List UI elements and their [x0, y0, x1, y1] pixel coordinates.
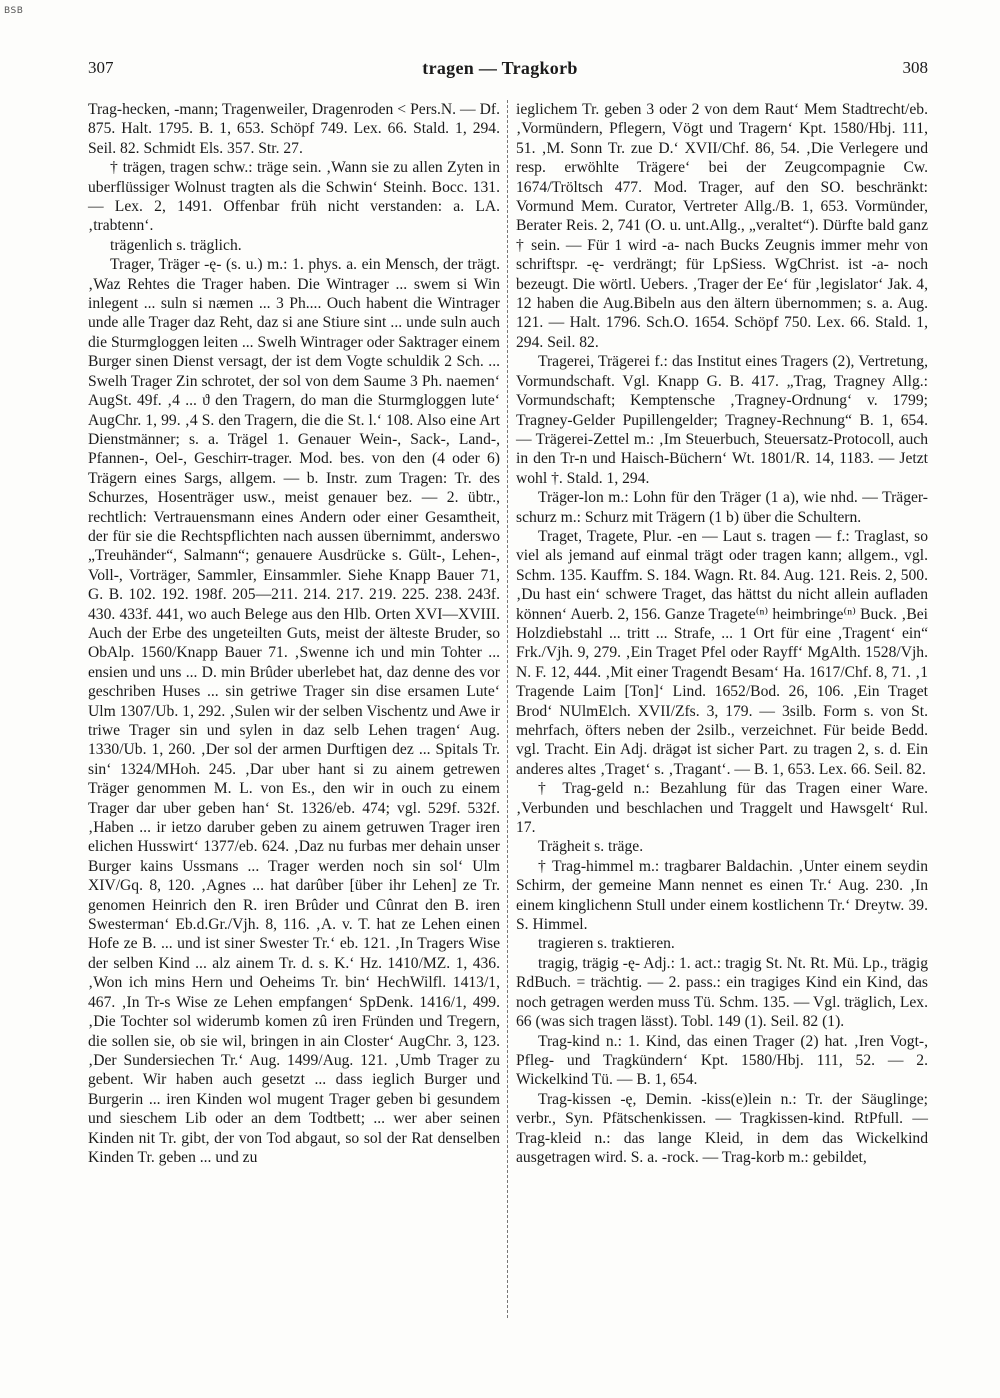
entry-tragieren: tragieren s. traktieren. [538, 935, 675, 953]
entry-traegen: † trägen, tragen schw.: träge sein. ‚Wann sie zu allen Zyten in uberflüssiger Wolnust tragten als die Schwin‘ Steinh. Bocc. 131. — Lex. 2, 1491. Offenbar früh nicht verstanden: a. LA. ‚trabtenn‘. [88, 159, 500, 235]
entry-trag-hecken: Trag-hecken, -mann; Tragenweiler, Dragenroden < Pers.N. — Df. 875. Halt. 1795. B. 1, 653. Schöpf 749. Lex. 66. Stald. 1, 294. Seil. 82. Schmidt Els. 357. Str. 27. [88, 101, 500, 157]
entry-traegheit: Trägheit s. träge. [538, 838, 644, 856]
entry-tragig: tragig, trägig -ę- Adj.: 1. act.: tragig St. Nt. Rt. Mü. Lp., trägig RdBuch. = trächtig. — 2. pass.: ein tragiges Kind ein Kind, das noch getragen werden muss Tü. Schm. 135. — Vgl. träglich, Lex. 66 (was sich tragen lässt). Tobl. 149 (1). Seil. 82 (1). [516, 954, 928, 1031]
right-column [516, 100, 928, 1167]
entry-trag-kind: Trag-kind n.: 1. Kind, das einen Trager (2) hat. ‚Iren Vogt-, Pfleg- und Tragkündern‘ Kpt. 1580/Hbj. 111, 52. — 2. Wickelkind Tü. — B. 1, 654. [516, 1032, 928, 1089]
library-stamp: BSB [4, 6, 24, 16]
entry-trag-kissen: Trag-kissen -ę, Demin. -kiss(e)lein n.: Tr. der Säuglinge; verbr., Syn. Pfätschenkissen. — Tragkissen-kind. RtPfull. — Trag-kleid n.: das lange Kleid, in dem das Wickelkind ausgetragen wird. S. a. -rock. — Trag-korb m.: gebildet, [516, 1090, 928, 1166]
entry-trag-himmel: † Trag-himmel m.: tragbarer Baldachin. ‚Unter einem seydin Schirm, der gemeine Mann nennet es einen Tr.‘ Aug. 230. ‚In einem kinglichenn Stull under einem kostlichenn Tr.‘ Dreytw. 39. S. Himmel. [516, 857, 928, 934]
left-page-number: 307 [88, 58, 114, 77]
entry-trager: Trager, Träger -ę- (s. u.) m.: 1. phys. a. ein Mensch, der trägt. ‚Waz Rehtes die Trager haben. Die Wintrager ... swem si Win inlegent ... suln si næmen ... 3 Ph.... Ouch habent die Wintrager unde alle Trager daz Reht, daz si ane Stiure sint ... unde suln auch die Sturmgloggen leiten ... Swelh Wintrager oder Saktrager einem Burger sinen Dienst versagt, der ist dem Vogte schuldik 2 Sch. ... Swelh Trager Zin schrotet, der sol von dem Saume 3 Ph. naemen‘ AugSt. 49f. ‚4 ... ϑ den Tragern, do man die Sturmgloggen lute‘ AugChr. 1, 99. ‚4 S. den Tragern, die die St. l.‘ 108. Also eine Art Dienstmänner; s. a. Trägel 1. Genauer Wein-, Sack-, Land-, Pfannen-, Oel-, Geschirr-trager. Mod. bes. von den (4 oder 6) Trägern eines Sargs, allgem. — b. Instr. zum Tragen: Tr. des Schurzes, Hosenträger usw., meist genauer bez. — 2. übtr., rechtlich: Vertrauensmann eines Andern oder einer Gesamtheit, der für sie die Rechtspflichten nach aussen übernimmt, anderswo „Treuhänder“, Salmann“; genauere Ausdrücke s. Gült-, Lehen-, Voll-, Vorträger, Sammler, Einsammler. Siehe Knapp Bauer 71, G. B. 102. 192. 198f. 205—211. 214. 217. 219. 225. 238. 243f. 430. 433f. 441, wo auch Belege aus den Hlb. Orten XVI—XVIII. Auch der Erbe des ungeteilten Guts, meist der älteste Bruder, so ObAlp. 1560/Knapp Bauer 71. ‚Swenne ich und min Tohter ... ensien und uns ... D. min Brûder uberlebet hat, daz denne des vor geschriben Huses ... sin getriwe Trager sin dise ersamen Lute‘ Ulm 1307/Ub. 1, 292. ‚Sulen wir der selben Vischentz und Awe ir triwe Trager sin und sylen in daz selb Lehen tragen‘ Aug. 1330/Ub. 1, 260. ‚Der sol der armen Durftigen dez ... Spitals Tr. sin‘ 1324/MHoh. 245. ‚Dar uber hant si zu ainem getrewen Träger genommen M. L. von Es., den wir in ouch zu einem Trager dar uber geben han‘ St. 1326/eb. 474; vgl. 529f. 532f. ‚Haben ... ir ietzo daruber geben zu ainem getruwen Trager iren elichen Husswirt‘ 1377/eb. 624. ‚Daz nu furbas mer dehain unser Burger kains Ussmans ... Trager werden noch sin sol‘ Ulm XIV/Gq. 8, 120. ‚Agnes ... hat darûber [über ihr Lehen] ze Tr. genomen Heinrich den R. iren Brûder und Cûnrat den B. iren Swesterman‘ Eb.d.Gr./Vjh. 8, 116. ‚A. v. T. hat ze Lehen einen Hofe ze B. ... und ist siner Swester Tr.‘ eb. 121. ‚In Tragers Wise der selben Kind ... alz ainem Tr. d. s. K.‘ Hz. 1410/MZ. 1, 436. ‚Won ich mins Hern und Oeheims Tr. bin‘ HechWilfl. 1413/1, 467. ‚In Tr-s Wise ze Lehen empfangen‘ SpDenk. 1416/1, 499. ‚Die Tochter sol widerumb komen zû iren Fründen und Tregern, die sollen sie, ob sie wil, bringen in ain Closter‘ AugChr. 3, 123. ‚Der Sundersiechen Tr.‘ Aug. 1499/Aug. 121. ‚Umb Trager zu gebent. Wir haben auch gesetzt ... dass ieglich Burger und Burgerin ... iren Kinden wol mugent Trager geben bi gesundem und sieschem Lib oder an dem Todtbett; ... wer aber seinen Kinden nit Tr. gibt, der von Tod abgaut, so sol der Rat denselben Kinden Tr. geben ... und zu [88, 256, 500, 1166]
entry-trag-geld: † Trag-geld n.: Bezahlung für das Tragen einer Ware. ‚Verbunden und beschlachen und Traggelt und Hawsgelt‘ Rul. 17. [516, 780, 928, 837]
column-divider [507, 100, 508, 1318]
entry-tragerei: Tragerei, Trägerei f.: das Institut eines Tragers (2), Vertretung, Vormundschaft. Vgl. Knapp G. B. 417. „Trag, Tragney Allg.: Vormundschaft; Kemptensche ‚Tragney-Ordnung‘ v. 1799; Tragney-Gelder Pupillengelder; Tragney-Rechnung“ B. 1, 654. — Trägerei-Zettel m.: ‚Im Steuerbuch, Steuersatz-Protocoll, auch in den Tr-n und Haisch-Büchern‘ Wt. 1801/R. 14, 1183. — Jetzt wohl †. Stald. 1, 294. [516, 353, 928, 487]
entry-trager-continued: ieglichem Tr. geben 3 oder 2 von dem Raut‘ Mem Stadtrecht/eb. ‚Vormündern, Pflegern, Vögt und Tragern‘ Kpt. 1580/Hbj. 111, 51. ‚M. Sonn Tr. zue D.‘ XVII/Chf. 86, 54. ‚Die Verlegere und resp. erwöhlte Trägere‘ bei der Zeugcompagnie Cw. 1674/Tröltsch 477. Mod. Trager, auf den SO. beschränkt: Vormund Mem. Curator, Vertreter Allg./B. 1, 653. Vormünder, Berater Reis. 2, 741 (O. u. unt.Allg., „veraltet“). Dürfte bald ganz † sein. — Für 1 wird -a- nach Bucks Zeugnis immer mehr von schriftspr. -ę- verdrängt; für LpSiess. WgChrist. ist -a- noch bezeugt. Die wörtl. Uebers. ‚Trager der Ee‘ für ‚legislator‘ Jak. 4, 12 haben die Aug.Bibeln aus den ältern übernommen; s. a. Aug. 121. — Halt. 1796. Sch.O. 1654. Schöpf 750. Lex. 66. Stald. 1, 294. Seil. 82. [516, 101, 928, 351]
running-title: tragen — Tragkorb [422, 58, 578, 78]
right-page-number: 308 [902, 58, 928, 77]
entry-traegenlich: trägenlich s. träglich. [110, 236, 242, 254]
left-column [88, 100, 500, 1167]
entry-traeger-lon: Träger-lon m.: Lohn für den Träger (1 a), wie nhd. — Träger-schurz m.: Schurz mit Trägern (1 b) über die Schultern. [516, 489, 928, 526]
entry-traget: Traget, Tragete, Plur. -en — Laut s. tragen — f.: Traglast, so viel als jemand auf einmal trägt oder tragen kann; allgem., vgl. Schm. 135. Kauffm. S. 184. Wagn. Rt. 84. Aug. 121. Reis. 2, 500. ‚Du hast ein‘ schwere Traget, das hättst du nicht allein aufladen können‘ Auerb. 2, 156. Ganze Tragete⁽ⁿ⁾ heimbringe⁽ⁿ⁾ Buck. ‚Bei Holzdiebstahl ... tritt ... Strafe, ... 1 Ort für eine ‚Tragent‘ ein“ Frk./Vjh. 9, 279. ‚Ein Traget Pfel oder Rayff‘ MgAlth. 1528/Vjh. N. F. 12, 444. ‚Mit einer Tragendt Besam‘ Ha. 1617/Chf. 8, 71. ‚1 Tragende Laim [Ton]‘ Lind. 1652/Bod. 26, 106. ‚Ein Traget Brod‘ NUlmElch. XVII/Zfs. 3, 179. — 3silb. Form s. von St. mehrfach, öfters neben der 2silb., verzeichnet. Für beide Bedd. vgl. Tracht. Ein Adj. drägət ist sicher Part. zu tragen 2, s. d. Ein anderes altes ‚Traget‘ s. ‚Tragant‘. — B. 1, 653. Lex. 66. Seil. 82. [516, 527, 928, 778]
